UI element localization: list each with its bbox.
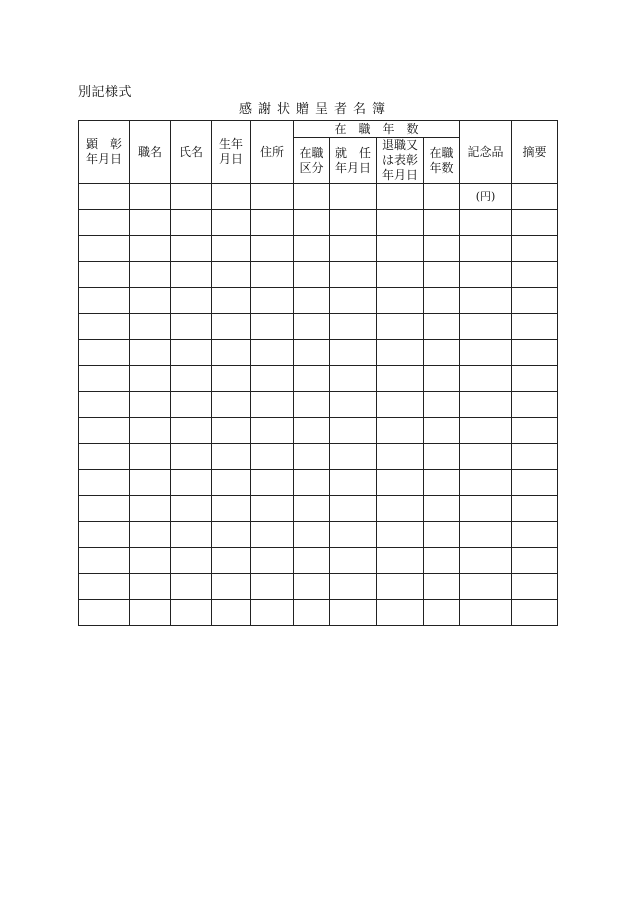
table-cell — [294, 314, 330, 340]
table-cell — [130, 366, 171, 392]
table-cell — [377, 444, 424, 470]
form-label: 別記様式 — [78, 85, 133, 100]
header-tenure-years: 在職 年数 — [424, 138, 460, 184]
table-row — [79, 548, 558, 574]
table-cell — [330, 314, 377, 340]
table-cell — [251, 600, 294, 626]
table-cell — [79, 470, 130, 496]
table-cell — [294, 340, 330, 366]
table-cell — [460, 496, 512, 522]
table-cell — [294, 496, 330, 522]
table-cell — [512, 496, 558, 522]
table-cell — [171, 522, 212, 548]
table-cell — [212, 314, 251, 340]
table-cell — [130, 236, 171, 262]
table-cell — [330, 600, 377, 626]
table-cell — [171, 418, 212, 444]
table-cell — [512, 522, 558, 548]
table-cell — [424, 184, 460, 210]
table-cell — [377, 496, 424, 522]
table-cell — [377, 392, 424, 418]
table-cell — [460, 210, 512, 236]
header-birth-date: 生年 月日 — [212, 121, 251, 184]
table-cell — [79, 548, 130, 574]
table-cell — [424, 366, 460, 392]
table-row — [79, 522, 558, 548]
table-cell — [512, 262, 558, 288]
table-cell — [79, 236, 130, 262]
table-cell — [377, 366, 424, 392]
table-cell — [460, 340, 512, 366]
table-cell — [171, 574, 212, 600]
table-cell — [330, 366, 377, 392]
table-cell — [212, 600, 251, 626]
table-cell — [424, 288, 460, 314]
table-cell — [130, 444, 171, 470]
table-cell — [79, 496, 130, 522]
table-cell — [424, 496, 460, 522]
table-cell — [377, 418, 424, 444]
header-retirement-date: 退職又 は表彰 年月日 — [377, 138, 424, 184]
table-row — [79, 392, 558, 418]
header-position: 職名 — [130, 121, 171, 184]
table-cell — [424, 574, 460, 600]
table-cell — [79, 184, 130, 210]
table-cell — [171, 288, 212, 314]
table-cell — [79, 444, 130, 470]
table-cell — [330, 340, 377, 366]
table-cell — [251, 184, 294, 210]
table-cell — [330, 444, 377, 470]
table-cell — [171, 236, 212, 262]
table-cell — [512, 392, 558, 418]
table-cell — [79, 340, 130, 366]
table-cell — [251, 496, 294, 522]
table-cell — [460, 262, 512, 288]
table-cell — [212, 470, 251, 496]
table-cell — [251, 366, 294, 392]
table-row — [79, 574, 558, 600]
table-cell — [79, 392, 130, 418]
table-cell — [171, 548, 212, 574]
table-cell — [171, 366, 212, 392]
table-cell — [171, 314, 212, 340]
table-cell — [460, 366, 512, 392]
table-row — [79, 236, 558, 262]
table-cell — [212, 288, 251, 314]
table-cell — [294, 210, 330, 236]
table-cell — [212, 366, 251, 392]
table-cell — [377, 522, 424, 548]
table-cell — [130, 340, 171, 366]
table-cell — [251, 262, 294, 288]
table-cell — [79, 522, 130, 548]
table-cell — [377, 262, 424, 288]
table-cell — [130, 314, 171, 340]
table-cell — [377, 236, 424, 262]
table-cell — [294, 236, 330, 262]
header-commemorative-gift: 記念品 — [460, 121, 512, 184]
table-cell — [424, 470, 460, 496]
table-cell — [460, 444, 512, 470]
table-cell — [294, 522, 330, 548]
header-commendation-date: 顕 彰 年月日 — [79, 121, 130, 184]
table-cell — [330, 210, 377, 236]
table-cell — [171, 444, 212, 470]
table-cell — [79, 574, 130, 600]
table-cell — [130, 210, 171, 236]
table-cell — [212, 262, 251, 288]
header-name: 氏名 — [171, 121, 212, 184]
table-cell — [130, 392, 171, 418]
table-cell — [377, 548, 424, 574]
table-cell — [130, 574, 171, 600]
table-cell — [377, 600, 424, 626]
table-cell — [330, 288, 377, 314]
table-cell — [512, 418, 558, 444]
table-cell — [130, 548, 171, 574]
table-cell — [294, 392, 330, 418]
table-row — [79, 444, 558, 470]
table-cell — [460, 418, 512, 444]
table-cell — [330, 470, 377, 496]
table-cell — [460, 600, 512, 626]
register-table — [78, 120, 558, 626]
table-cell — [251, 340, 294, 366]
table-cell — [212, 522, 251, 548]
table-cell — [377, 314, 424, 340]
form-title: 感謝状贈呈者名簿 — [238, 102, 391, 117]
table-cell — [460, 522, 512, 548]
table-cell — [294, 600, 330, 626]
table-cell — [330, 548, 377, 574]
table-row — [79, 340, 558, 366]
table-cell — [512, 288, 558, 314]
gift-unit-label: (円) — [475, 190, 496, 203]
register-body — [79, 184, 558, 626]
table-row — [79, 496, 558, 522]
table-cell — [424, 236, 460, 262]
table-cell — [512, 444, 558, 470]
table-cell — [171, 210, 212, 236]
table-cell — [212, 210, 251, 236]
table-row — [79, 418, 558, 444]
table-cell — [130, 470, 171, 496]
table-cell — [294, 366, 330, 392]
table-cell — [294, 184, 330, 210]
table-cell — [424, 548, 460, 574]
table-cell — [251, 522, 294, 548]
table-cell — [460, 574, 512, 600]
header-tenure-category: 在職 区分 — [294, 138, 330, 184]
table-cell — [330, 184, 377, 210]
table-cell — [79, 262, 130, 288]
table-cell — [330, 522, 377, 548]
table-cell — [171, 470, 212, 496]
table-cell — [79, 418, 130, 444]
table-cell — [79, 366, 130, 392]
header-tenure-group: 在職年数 — [294, 121, 460, 138]
header-appointment-date: 就 任 年月日 — [330, 138, 377, 184]
table-cell — [377, 184, 424, 210]
table-cell — [424, 522, 460, 548]
table-cell — [294, 444, 330, 470]
table-cell — [512, 366, 558, 392]
table-row — [79, 470, 558, 496]
table-cell — [171, 340, 212, 366]
table-cell — [377, 574, 424, 600]
table-cell — [460, 236, 512, 262]
table-cell — [460, 548, 512, 574]
table-cell — [130, 184, 171, 210]
table-cell — [330, 496, 377, 522]
table-cell — [424, 418, 460, 444]
table-cell — [377, 340, 424, 366]
table-cell — [251, 288, 294, 314]
table-cell — [251, 444, 294, 470]
table-cell — [171, 496, 212, 522]
table-cell — [251, 548, 294, 574]
table-cell — [212, 418, 251, 444]
table-cell — [130, 496, 171, 522]
table-cell — [460, 184, 512, 210]
table-cell — [212, 574, 251, 600]
table-cell — [171, 262, 212, 288]
table-cell — [251, 210, 294, 236]
table-cell — [171, 392, 212, 418]
table-row — [79, 288, 558, 314]
table-cell — [377, 470, 424, 496]
table-cell — [377, 210, 424, 236]
table-cell — [130, 288, 171, 314]
table-cell — [79, 314, 130, 340]
table-cell — [460, 392, 512, 418]
table-cell — [79, 600, 130, 626]
table-cell — [460, 470, 512, 496]
table-cell — [130, 522, 171, 548]
table-cell — [424, 210, 460, 236]
table-cell — [251, 418, 294, 444]
table-cell — [294, 418, 330, 444]
table-cell — [424, 340, 460, 366]
table-row — [79, 262, 558, 288]
table-cell — [130, 418, 171, 444]
table-cell — [294, 548, 330, 574]
table-cell — [460, 288, 512, 314]
table-cell — [294, 288, 330, 314]
table-cell — [330, 418, 377, 444]
table-cell — [130, 600, 171, 626]
table-cell — [512, 314, 558, 340]
table-cell — [294, 574, 330, 600]
table-cell — [251, 314, 294, 340]
table-cell — [171, 600, 212, 626]
table-cell — [330, 236, 377, 262]
table-cell — [251, 236, 294, 262]
table-cell — [294, 470, 330, 496]
table-cell — [330, 262, 377, 288]
table-cell — [251, 470, 294, 496]
table-cell — [212, 340, 251, 366]
table-cell — [512, 184, 558, 210]
table-cell — [424, 600, 460, 626]
table-cell — [512, 236, 558, 262]
table-cell — [212, 392, 251, 418]
table-cell — [212, 444, 251, 470]
table-row — [79, 366, 558, 392]
table-cell — [212, 184, 251, 210]
table-cell — [512, 600, 558, 626]
table-cell — [212, 548, 251, 574]
table-cell — [79, 288, 130, 314]
table-cell — [424, 392, 460, 418]
table-cell — [212, 236, 251, 262]
table-row — [79, 184, 558, 210]
table-cell — [460, 314, 512, 340]
table-cell — [212, 496, 251, 522]
table-cell — [424, 444, 460, 470]
table-cell — [512, 340, 558, 366]
header-address: 住所 — [251, 121, 294, 184]
header-remarks: 摘要 — [512, 121, 558, 184]
table-cell — [171, 184, 212, 210]
table-cell — [330, 574, 377, 600]
table-cell — [512, 548, 558, 574]
table-cell — [294, 262, 330, 288]
table-cell — [377, 288, 424, 314]
table-row — [79, 600, 558, 626]
table-row — [79, 314, 558, 340]
table-cell — [251, 392, 294, 418]
table-cell — [512, 210, 558, 236]
table-cell — [512, 470, 558, 496]
table-row — [79, 210, 558, 236]
table-cell — [424, 262, 460, 288]
table-cell — [512, 574, 558, 600]
table-cell — [79, 210, 130, 236]
table-cell — [424, 314, 460, 340]
table-cell — [130, 262, 171, 288]
table-cell — [330, 392, 377, 418]
table-cell — [251, 574, 294, 600]
